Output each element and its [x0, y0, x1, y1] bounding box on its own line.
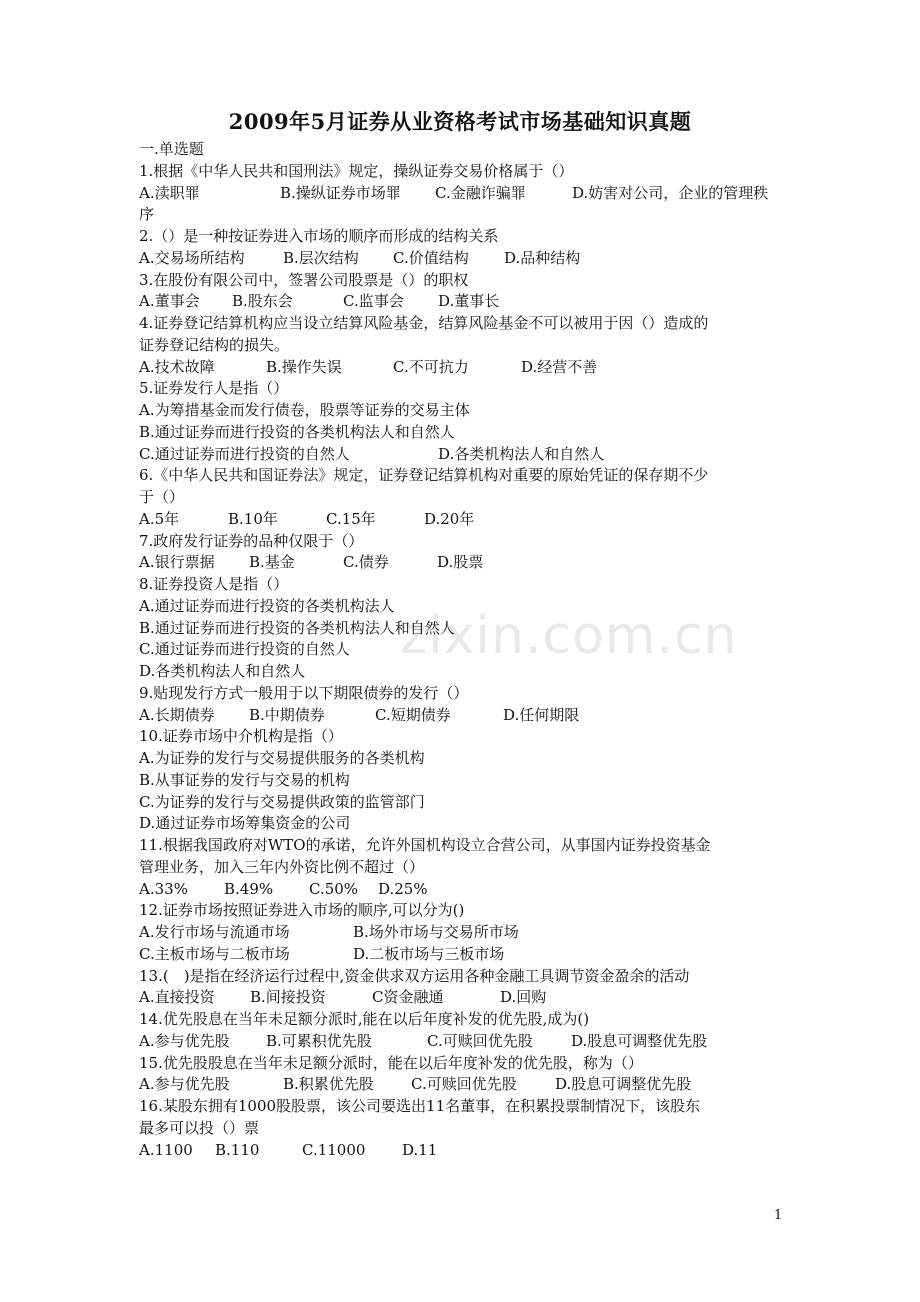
option-row [139, 705, 789, 727]
answer-option: C.通过证券而进行投资的自然人 [139, 444, 350, 463]
answer-option: D.股票 [437, 553, 484, 572]
question-text: 14.优先股息在当年未足额分派时,能在以后年度补发的优先股,成为() [139, 1010, 590, 1028]
answer-option: B.股东会 [232, 292, 293, 311]
option-row [139, 204, 789, 226]
option-row [139, 357, 789, 379]
answer-option: D.各类机构法人和自然人 [139, 662, 306, 680]
answer-option: A.5年 [139, 509, 180, 528]
answer-option: A.银行票据 [139, 553, 215, 572]
option-row [139, 1031, 789, 1053]
answer-option: B.110 [215, 1140, 260, 1159]
option-row [139, 618, 789, 640]
answer-option: B.通过证券而进行投资的各类机构法人和自然人 [139, 422, 455, 441]
answer-option: C.金融诈骗罪 [435, 183, 526, 202]
question-text: 1.根据《中华人民共和国刑法》规定，操纵证券交易价格属于（） [139, 161, 574, 180]
option-row [139, 748, 789, 770]
question-item [139, 726, 789, 835]
question-text: 15.优先股股息在当年未足额分派时，能在以后年度补发的优先股，称为（） [139, 1053, 643, 1072]
option-row [139, 944, 789, 966]
answer-option: A.参与优先股 [139, 1075, 230, 1094]
answer-option: C资金融通 [372, 988, 444, 1007]
answer-option: D.董事长 [438, 292, 500, 311]
answer-option: A.直接投资 [139, 988, 215, 1007]
answer-option: B.49% [224, 879, 274, 898]
answer-option: B.从事证券的发行与交易的机构 [139, 770, 350, 789]
answer-option: D.任何期限 [503, 705, 580, 724]
option-row [139, 596, 789, 618]
answer-option: D.妨害对公司，企业的管理秩 [572, 183, 769, 202]
answer-option: D.11 [402, 1140, 438, 1159]
question-text: 2.（）是一种按证券进入市场的顺序而形成的结构关系 [139, 227, 499, 245]
answer-option: B.基金 [249, 553, 295, 572]
question-text: 10.证券市场中介机构是指（） [139, 727, 343, 746]
section-heading: 一.单选题 [139, 140, 204, 158]
answer-option: A.通过证券而进行投资的各类机构法人 [139, 596, 395, 615]
answer-option: C.债券 [343, 553, 389, 572]
question-text: 最多可以投（）票 [139, 1118, 260, 1137]
question-text: 9.贴现发行方式一般用于以下期限债券的发行（） [139, 683, 469, 702]
answer-option: B.间接投资 [250, 988, 326, 1007]
answer-option: B.操纵证券市场罪 [280, 183, 401, 202]
question-item [139, 161, 789, 226]
answer-option: C.11000 [302, 1140, 366, 1159]
answer-option: B.中期债券 [249, 705, 325, 724]
question-text: 管理业务，加入三年内外资比例不超过（） [139, 857, 425, 876]
answer-option: D.股息可调整优先股 [571, 1031, 708, 1050]
answer-option: B.层次结构 [283, 248, 359, 267]
answer-option: D.品种结构 [504, 248, 581, 267]
option-row [139, 444, 789, 466]
answer-option: D.回购 [500, 988, 547, 1007]
option-row [139, 183, 789, 205]
answer-option: D.25% [378, 879, 428, 898]
question-list [139, 139, 789, 1161]
option-row [139, 291, 789, 313]
answer-option: D.各类机构法人和自然人 [438, 444, 605, 463]
option-row [139, 813, 789, 835]
answer-option: C.通过证券而进行投资的自然人 [139, 640, 350, 659]
answer-option: B.操作失误 [266, 357, 342, 376]
answer-option: B.可累积优先股 [266, 1031, 372, 1050]
question-item [139, 683, 789, 727]
option-row [139, 248, 789, 270]
question-item [139, 313, 789, 378]
question-item [139, 270, 789, 314]
answer-option: C.可赎回优先股 [427, 1031, 533, 1050]
question-text: 6.《中华人民共和国证券法》规定，证券登记结算机构对重要的原始凭证的保存期不少 [139, 466, 709, 485]
answer-option: C.主板市场与二板市场 [139, 944, 290, 963]
answer-option: B.积累优先股 [283, 1075, 374, 1094]
option-row [139, 792, 789, 814]
question-item [139, 1053, 789, 1097]
answer-option: C.可赎回优先股 [411, 1075, 517, 1094]
answer-option: C.50% [309, 879, 359, 898]
option-row [139, 1074, 789, 1096]
answer-option: C.15年 [326, 509, 376, 528]
option-row [139, 770, 789, 792]
page-title: 2009年5月证券从业资格考试市场基础知识真题 [228, 109, 692, 134]
answer-option: C.价值结构 [393, 248, 469, 267]
question-item [139, 226, 789, 270]
option-row [139, 1140, 789, 1162]
question-text: 于（） [139, 488, 185, 506]
option-row [139, 552, 789, 574]
question-item [139, 900, 789, 965]
question-text: 8.证券投资人是指（） [139, 575, 289, 593]
question-text: 5.证券发行人是指（） [139, 379, 289, 398]
answer-option: D.通过证券市场筹集资金的公司 [139, 814, 351, 833]
answer-option: B.通过证券而进行投资的各类机构法人和自然人 [139, 618, 455, 637]
option-row [139, 879, 789, 901]
answer-option: C.为证券的发行与交易提供政策的监管部门 [139, 792, 425, 811]
watermark: zixin.com.cn [400, 606, 738, 666]
question-item [139, 574, 789, 683]
answer-option: A.33% [139, 879, 188, 898]
questions-container [139, 161, 789, 1162]
option-row [139, 922, 789, 944]
answer-option: A.1100 [139, 1140, 193, 1159]
option-row [139, 639, 789, 661]
answer-option: C.监事会 [343, 292, 404, 311]
question-text: 11.根据我国政府对WTO的承诺，允许外国机构设立合营公司，从事国内证券投资基金 [139, 836, 711, 854]
option-row [139, 987, 789, 1009]
question-item [139, 378, 789, 465]
question-item [139, 1096, 789, 1161]
page-number: 1 [774, 1208, 783, 1223]
answer-option: C.短期债券 [375, 705, 451, 724]
question-text: 13.( )是指在经济运行过程中,资金供求双方运用各种金融工具调节资金盈余的活动 [139, 966, 690, 985]
answer-option: D.经营不善 [521, 357, 598, 376]
question-item [139, 1009, 789, 1053]
answer-option: D.二板市场与三板市场 [353, 944, 505, 963]
answer-option: A.参与优先股 [139, 1031, 230, 1050]
answer-option: A.为证券的发行与交易提供服务的各类机构 [139, 749, 425, 767]
question-item [139, 465, 789, 530]
option-row [139, 422, 789, 444]
answer-option: A.为筹措基金而发行债卷，股票等证券的交易主体 [139, 401, 470, 419]
question-item [139, 966, 789, 1010]
answer-option: A.发行市场与流通市场 [139, 923, 290, 941]
answer-option: A.长期债券 [139, 705, 215, 724]
answer-option: A.董事会 [139, 292, 200, 311]
answer-option: D.股息可调整优先股 [555, 1075, 692, 1094]
option-row [139, 400, 789, 422]
question-text: 16.某股东拥有1000股股票，该公司要选出11名董事，在积累投票制情况下，该股东 [139, 1097, 701, 1115]
answer-option: D.20年 [424, 509, 475, 528]
question-text: 12.证券市场按照证券进入市场的顺序,可以分为() [139, 901, 465, 920]
answer-option: B.10年 [228, 509, 278, 528]
question-text: 3.在股份有限公司中，签署公司股票是（）的职权 [139, 270, 469, 289]
question-text: 4.证券登记结算机构应当设立结算风险基金，结算风险基金不可以被用于因（）造成的 [139, 314, 709, 332]
answer-option: A.技术故障 [139, 357, 215, 376]
answer-option: B.场外市场与交易所市场 [353, 923, 519, 941]
answer-option: C.不可抗力 [393, 357, 469, 376]
question-text: 证券登记结构的损失。 [139, 335, 290, 354]
question-item [139, 531, 789, 575]
answer-option: A.渎职罪 [139, 183, 200, 202]
option-row [139, 509, 789, 531]
question-item [139, 835, 789, 900]
option-row [139, 661, 789, 683]
question-text: 7.政府发行证券的品种仅限于（） [139, 531, 364, 550]
answer-option: A.交易场所结构 [139, 248, 245, 267]
answer-option: 序 [139, 205, 155, 224]
